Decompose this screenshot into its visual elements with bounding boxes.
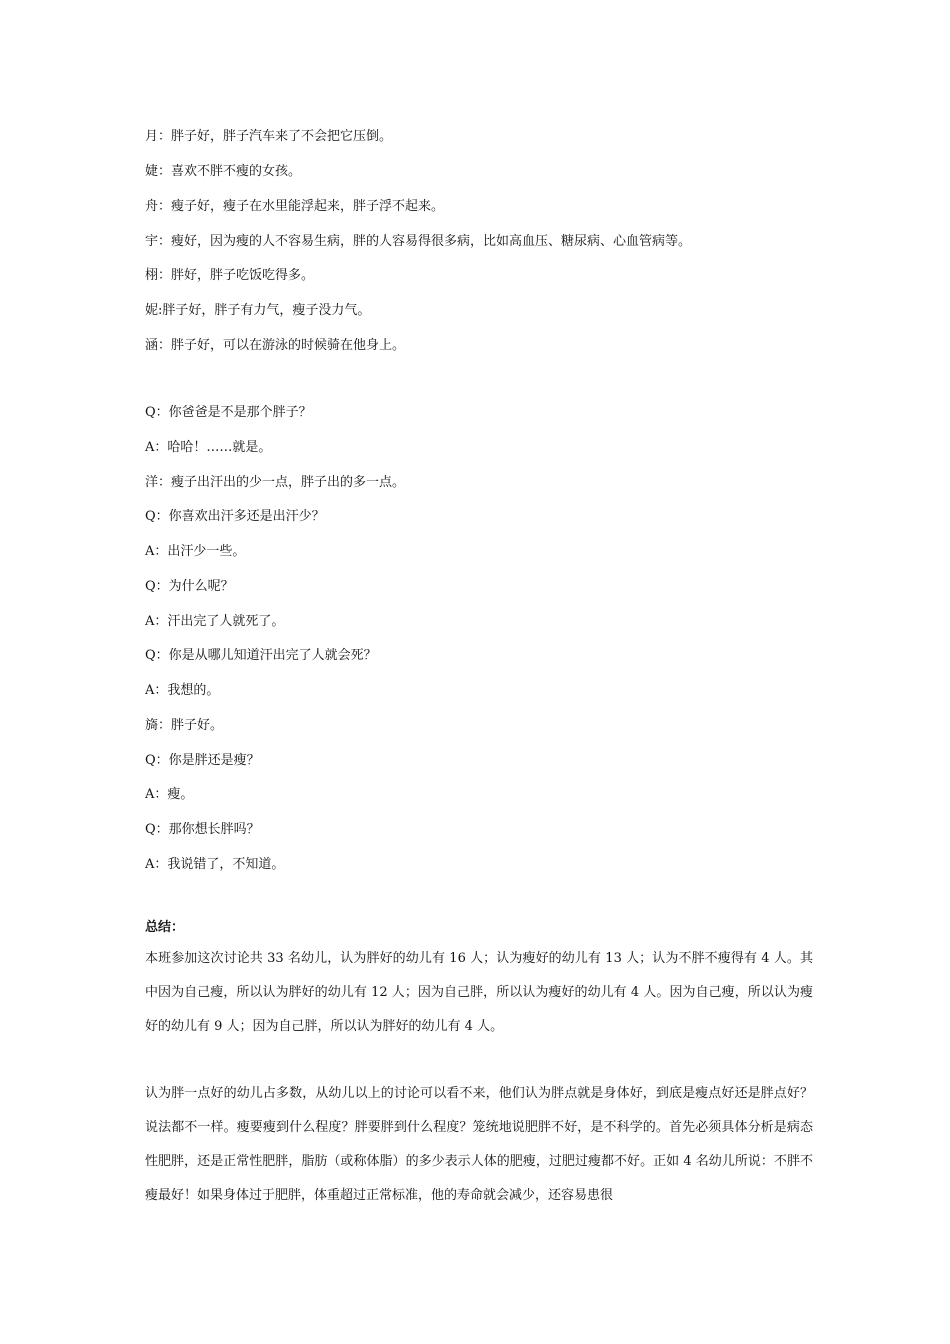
summary-paragraph: 本班参加这次讨论共 33 名幼儿，认为胖好的幼儿有 16 人；认为瘦好的幼儿有 13 人；认为不胖不瘦得有 4 人。其中因为自己瘦，所以认为胖好的幼儿有 12 人；因为自己胖，所以认为瘦好的幼儿有 4 人。因为自己瘦，所以认为瘦好的幼儿有 9 人；因为自己胖，所以认为胖好的幼儿有 4 人。 bbox=[145, 951, 813, 1034]
summary-heading: 总结： bbox=[145, 920, 185, 935]
dialogue-line: A：汗出完了人就死了。 bbox=[145, 614, 285, 629]
dialogue-line: A：哈哈！……就是。 bbox=[145, 440, 272, 455]
dialogue-line: Q：你喜欢出汗多还是出汗少？ bbox=[145, 509, 325, 524]
dialogue-line: A：我想的。 bbox=[145, 683, 220, 698]
dialogue-line: Q：那你想长胖吗？ bbox=[145, 822, 260, 837]
dialogue-line: 舟：瘦子好，瘦子在水里能浮起来，胖子浮不起来。 bbox=[145, 199, 445, 214]
dialogue-line: 婕：喜欢不胖不瘦的女孩。 bbox=[145, 164, 302, 179]
dialogue-line: 妮:胖子好，胖子有力气，瘦子没力气。 bbox=[145, 303, 371, 318]
dialogue-line: 宇：瘦好，因为瘦的人不容易生病，胖的人容易得很多病，比如高血压、糖尿病、心血管病等。 bbox=[145, 234, 692, 249]
dialogue-line: Q：为什么呢？ bbox=[145, 579, 234, 594]
dialogue-line: 旖：胖子好。 bbox=[145, 718, 224, 733]
dialogue-line: 涵：胖子好，可以在游泳的时候骑在他身上。 bbox=[145, 338, 406, 353]
dialogue-line: A：出汗少一些。 bbox=[145, 544, 246, 559]
dialogue-line: 栩：胖好，胖子吃饭吃得多。 bbox=[145, 268, 315, 283]
dialogue-line: Q：你爸爸是不是那个胖子？ bbox=[145, 405, 312, 420]
dialogue-line: 月：胖子好，胖子汽车来了不会把它压倒。 bbox=[145, 129, 393, 144]
dialogue-line: Q：你是从哪儿知道汗出完了人就会死？ bbox=[145, 648, 377, 663]
analysis-paragraph: 认为胖一点好的幼儿占多数，从幼儿以上的讨论可以看不来，他们认为胖点就是身体好，到底是瘦点好还是胖点好？说法都不一样。瘦要瘦到什么程度？胖要胖到什么程度？笼统地说肥胖不好，是不科学的。首先必须具体分析是病态性肥胖，还是正常性肥胖，脂肪（或称体脂）的多少表示人体的肥瘦，过肥过瘦都不好。正如 4 名幼儿所说：不胖不瘦最好！如果身体过于肥胖，体重超过正常标准，他的寿命就会减少，还容易患很 bbox=[145, 1086, 813, 1203]
dialogue-line: 洋：瘦子出汗出的少一点，胖子出的多一点。 bbox=[145, 475, 406, 490]
dialogue-line: Q：你是胖还是瘦？ bbox=[145, 753, 260, 768]
dialogue-line: A：瘦。 bbox=[145, 787, 194, 802]
dialogue-line: A：我说错了，不知道。 bbox=[145, 857, 285, 872]
